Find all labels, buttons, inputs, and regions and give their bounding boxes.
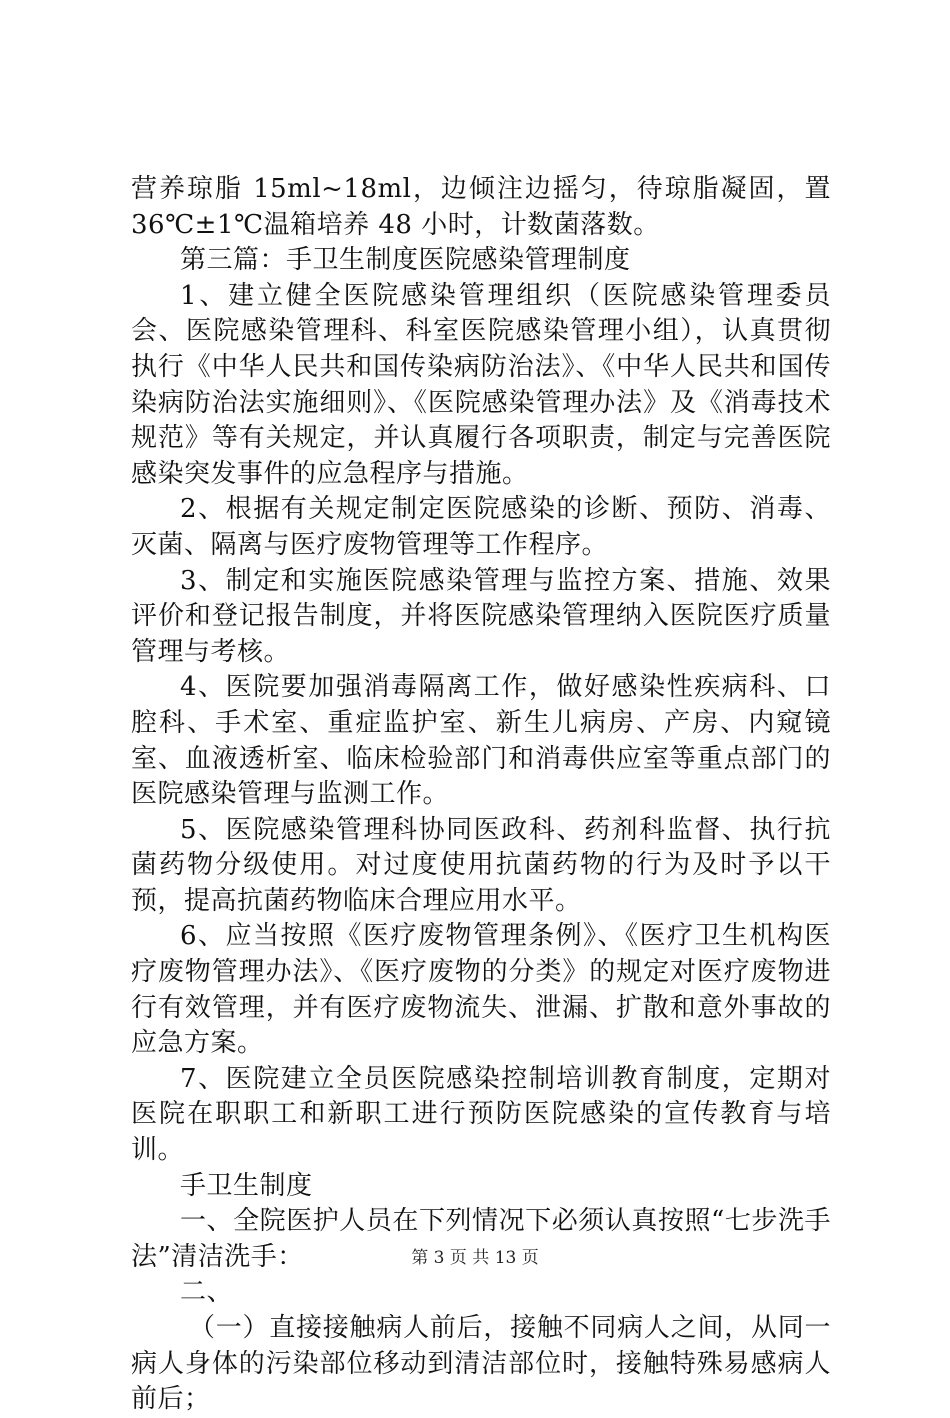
paragraph-rule-2-1: （一）直接接触病人前后，接触不同病人之间，从同一病人身体的污染部位移动到清洁部位时，接触特殊易感病人前后；: [131, 1313, 831, 1415]
document-body: [131, 172, 831, 1418]
subsection-heading: 手卫生制度: [180, 1170, 313, 1201]
paragraph-item-1: 1、建立健全医院感染管理组织（医院感染管理委员会、医院感染管理科、科室医院感染管理小组），认真贯彻执行《中华人民共和国传染病防治法》、《中华人民共和国传染病防治法实施细则》、《医院感染管理办法》及《消毒技术规范》等有关规定，并认真履行各项职责，制定与完善医院感染突发事件的应急程序与措施。: [131, 280, 831, 489]
paragraph-item-2: 2、根据有关规定制定医院感染的诊断、预防、消毒、灭菌、隔离与医疗废物管理等工作程序。: [131, 494, 831, 560]
paragraph-item-4: 4、医院要加强消毒隔离工作，做好感染性疾病科、口腔科、手术室、重症监护室、新生儿病房、产房、内窥镜室、血液透析室、临床检验部门和消毒供应室等重点部门的医院感染管理与监测工作。: [131, 672, 831, 810]
paragraph-item-3: 3、制定和实施医院感染管理与监控方案、措施、效果评价和登记报告制度，并将医院感染管理纳入医院医疗质量管理与考核。: [131, 565, 831, 667]
paragraph-item-7: 7、医院建立全员医院感染控制培训教育制度，定期对医院在职职工和新职工进行预防医院感染的宣传教育与培训。: [131, 1063, 831, 1166]
paragraph-rule-1: 一、全院医护人员在下列情况下必须认真按照“七步洗手法”清洁洗手：: [131, 1206, 831, 1272]
paragraph-item-6: 6、应当按照《医疗废物管理条例》、《医疗卫生机构医疗废物管理办法》、《医疗废物的分类》的规定对医疗废物进行有效管理，并有医疗废物流失、泄漏、扩散和意外事故的应急方案。: [131, 921, 831, 1059]
paragraph-continuation: 营养琼脂 15ml~18ml，边倾注边摇匀，待琼脂凝固，置 36℃±1℃温箱培养 48 小时，计数菌落数。: [131, 174, 831, 240]
paragraph-item-5: 5、医院感染管理科协同医政科、药剂科监督、执行抗菌药物分级使用。对过度使用抗菌药物的行为及时予以干预，提高抗菌药物临床合理应用水平。: [131, 814, 831, 916]
section-heading: 第三篇：手卫生制度医院感染管理制度: [180, 245, 631, 276]
page-number-footer: 第 3 页 共 13 页: [411, 1248, 539, 1268]
paragraph-rule-2: 二、: [180, 1277, 234, 1308]
